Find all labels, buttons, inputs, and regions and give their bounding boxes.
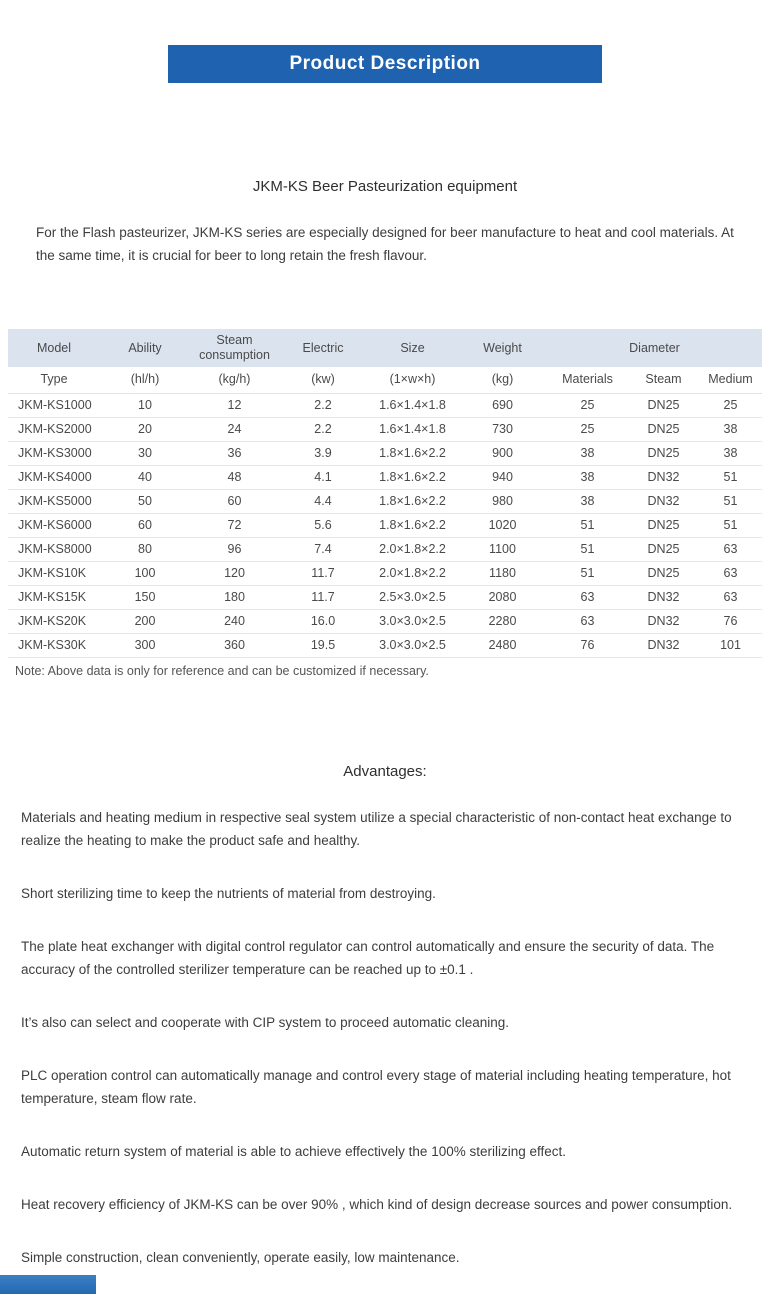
value-cell: 690 — [458, 393, 547, 417]
col-subheader-hlh: (hl/h) — [100, 367, 190, 393]
value-cell: 38 — [547, 489, 628, 513]
model-cell: JKM-KS1000 — [8, 393, 100, 417]
value-cell: 2.0×1.8×2.2 — [367, 537, 458, 561]
advantage-paragraph: Simple construction, clean conveniently, operate easily, low maintenance. — [21, 1249, 460, 1265]
value-cell: 2.2 — [279, 393, 367, 417]
value-cell: 51 — [699, 465, 762, 489]
value-cell: 24 — [190, 417, 279, 441]
value-cell: 900 — [458, 441, 547, 465]
col-subheader-steam: Steam — [628, 367, 699, 393]
table-row — [8, 441, 762, 465]
value-cell: DN25 — [628, 537, 699, 561]
spec-table-body — [8, 393, 762, 657]
value-cell: 12 — [190, 393, 279, 417]
value-cell: 4.4 — [279, 489, 367, 513]
col-subheader-medium: Medium — [699, 367, 762, 393]
value-cell: 120 — [190, 561, 279, 585]
value-cell: DN32 — [628, 489, 699, 513]
spec-table-wrapper — [0, 329, 770, 658]
value-cell: 30 — [100, 441, 190, 465]
section-banner-title: Product Description — [289, 53, 481, 74]
col-subheader-kg: (kg) — [458, 367, 547, 393]
value-cell: 38 — [699, 441, 762, 465]
value-cell: 51 — [547, 537, 628, 561]
model-cell: JKM-KS8000 — [8, 537, 100, 561]
col-header-steam-consumption: Steam consumption — [190, 329, 279, 367]
col-header-ability: Ability — [100, 329, 190, 367]
value-cell: DN32 — [628, 465, 699, 489]
value-cell: 36 — [190, 441, 279, 465]
col-subheader-materials: Materials — [547, 367, 628, 393]
value-cell: 100 — [100, 561, 190, 585]
value-cell: 3.0×3.0×2.5 — [367, 633, 458, 657]
value-cell: 38 — [699, 417, 762, 441]
value-cell: 200 — [100, 609, 190, 633]
value-cell: 38 — [547, 441, 628, 465]
table-row — [8, 465, 762, 489]
value-cell: 11.7 — [279, 561, 367, 585]
value-cell: 1.8×1.6×2.2 — [367, 441, 458, 465]
value-cell: 51 — [699, 513, 762, 537]
table-row — [8, 633, 762, 657]
value-cell: 25 — [699, 393, 762, 417]
advantages-title: Advantages: — [343, 762, 427, 780]
value-cell: 76 — [699, 609, 762, 633]
model-cell: JKM-KS20K — [8, 609, 100, 633]
value-cell: 80 — [100, 537, 190, 561]
advantage-paragraph: Heat recovery efficiency of JKM-KS can be over 90% , which kind of design decrease sources and power consumption. — [21, 1196, 733, 1212]
model-cell: JKM-KS5000 — [8, 489, 100, 513]
value-cell: 3.0×3.0×2.5 — [367, 609, 458, 633]
value-cell: 96 — [190, 537, 279, 561]
value-cell: 180 — [190, 585, 279, 609]
value-cell: 11.7 — [279, 585, 367, 609]
value-cell: 51 — [547, 513, 628, 537]
col-subheader-lwh: (1×w×h) — [367, 367, 458, 393]
model-cell: JKM-KS10K — [8, 561, 100, 585]
value-cell: 19.5 — [279, 633, 367, 657]
value-cell: 10 — [100, 393, 190, 417]
advantage-paragraph: Materials and heating medium in respective seal system utilize a special characteristic of non-contact heat exchange to realize the heating to make the product safe and healthy. — [21, 809, 732, 848]
spec-table — [8, 329, 762, 658]
value-cell: 150 — [100, 585, 190, 609]
value-cell: 2480 — [458, 633, 547, 657]
value-cell: 63 — [699, 561, 762, 585]
advantage-paragraph: Short sterilizing time to keep the nutrients of material from destroying. — [21, 885, 436, 901]
value-cell: 7.4 — [279, 537, 367, 561]
value-cell: 63 — [699, 537, 762, 561]
value-cell: 40 — [100, 465, 190, 489]
value-cell: 2080 — [458, 585, 547, 609]
value-cell: 63 — [547, 585, 628, 609]
value-cell: 16.0 — [279, 609, 367, 633]
value-cell: 1.6×1.4×1.8 — [367, 417, 458, 441]
value-cell: 25 — [547, 417, 628, 441]
table-row — [8, 393, 762, 417]
value-cell: 1020 — [458, 513, 547, 537]
value-cell: 51 — [547, 561, 628, 585]
value-cell: 1.8×1.6×2.2 — [367, 465, 458, 489]
value-cell: DN25 — [628, 417, 699, 441]
col-subheader-type: Type — [8, 367, 100, 393]
value-cell: 2.0×1.8×2.2 — [367, 561, 458, 585]
table-row — [8, 537, 762, 561]
value-cell: 3.9 — [279, 441, 367, 465]
model-cell: JKM-KS3000 — [8, 441, 100, 465]
col-header-model: Model — [8, 329, 100, 367]
advantage-paragraph: PLC operation control can automatically manage and control every stage of material including heating temperature, hot temperature, steam flow rate. — [21, 1067, 731, 1106]
col-subheader-kgh: (kg/h) — [190, 367, 279, 393]
advantage-paragraph: It’s also can select and cooperate with CIP system to proceed automatic cleaning. — [21, 1014, 510, 1030]
value-cell: 1180 — [458, 561, 547, 585]
value-cell: 20 — [100, 417, 190, 441]
value-cell: 940 — [458, 465, 547, 489]
advantage-paragraph: The plate heat exchanger with digital control regulator can control automatically and ensure the security of data. The accuracy of the controlled sterilizer temperature can be reached up to ±0.1 . — [21, 938, 715, 977]
value-cell: DN32 — [628, 585, 699, 609]
value-cell: 50 — [100, 489, 190, 513]
model-cell: JKM-KS4000 — [8, 465, 100, 489]
value-cell: 63 — [699, 585, 762, 609]
value-cell: 72 — [190, 513, 279, 537]
value-cell: 1.8×1.6×2.2 — [367, 489, 458, 513]
value-cell: 51 — [699, 489, 762, 513]
table-row — [8, 561, 762, 585]
table-header-row-2 — [8, 367, 762, 393]
value-cell: 38 — [547, 465, 628, 489]
advantages-list — [0, 806, 770, 1269]
product-description-page — [0, 45, 770, 1294]
value-cell: 300 — [100, 633, 190, 657]
model-cell: JKM-KS6000 — [8, 513, 100, 537]
intro-paragraph: For the Flash pasteurizer, JKM-KS series are especially designed for beer manufacture to heat and cool materials. At the same time, it is crucial for beer to long retain the fresh flavour. — [36, 225, 734, 263]
col-header-size: Size — [367, 329, 458, 367]
table-header-row-1 — [8, 329, 762, 367]
section-banner — [168, 45, 602, 83]
value-cell: 240 — [190, 609, 279, 633]
table-row — [8, 513, 762, 537]
value-cell: 5.6 — [279, 513, 367, 537]
value-cell: 48 — [190, 465, 279, 489]
table-row — [8, 585, 762, 609]
col-header-diameter: Diameter — [547, 329, 762, 367]
value-cell: DN25 — [628, 561, 699, 585]
value-cell: DN32 — [628, 609, 699, 633]
model-cell: JKM-KS30K — [8, 633, 100, 657]
table-row — [8, 417, 762, 441]
product-title: JKM-KS Beer Pasteurization equipment — [252, 178, 518, 195]
model-cell: JKM-KS2000 — [8, 417, 100, 441]
table-note: Note: Above data is only for reference and can be customized if necessary. — [15, 663, 429, 678]
value-cell: 4.1 — [279, 465, 367, 489]
table-row — [8, 609, 762, 633]
value-cell: 60 — [190, 489, 279, 513]
value-cell: 730 — [458, 417, 547, 441]
col-header-weight: Weight — [458, 329, 547, 367]
value-cell: 2.5×3.0×2.5 — [367, 585, 458, 609]
value-cell: 1.6×1.4×1.8 — [367, 393, 458, 417]
value-cell: 1100 — [458, 537, 547, 561]
value-cell: 2280 — [458, 609, 547, 633]
model-cell: JKM-KS15K — [8, 585, 100, 609]
value-cell: 60 — [100, 513, 190, 537]
col-subheader-kw: (kw) — [279, 367, 367, 393]
value-cell: 360 — [190, 633, 279, 657]
value-cell: 63 — [547, 609, 628, 633]
value-cell: DN25 — [628, 441, 699, 465]
value-cell: 2.2 — [279, 417, 367, 441]
value-cell: 980 — [458, 489, 547, 513]
value-cell: DN25 — [628, 513, 699, 537]
col-header-electric: Electric — [279, 329, 367, 367]
value-cell: 101 — [699, 633, 762, 657]
table-row — [8, 489, 762, 513]
value-cell: 25 — [547, 393, 628, 417]
value-cell: DN32 — [628, 633, 699, 657]
advantage-paragraph: Automatic return system of material is able to achieve effectively the 100% sterilizing effect. — [21, 1143, 567, 1159]
value-cell: 1.8×1.6×2.2 — [367, 513, 458, 537]
next-section-banner-fragment — [0, 1275, 96, 1294]
value-cell: DN25 — [628, 393, 699, 417]
value-cell: 76 — [547, 633, 628, 657]
